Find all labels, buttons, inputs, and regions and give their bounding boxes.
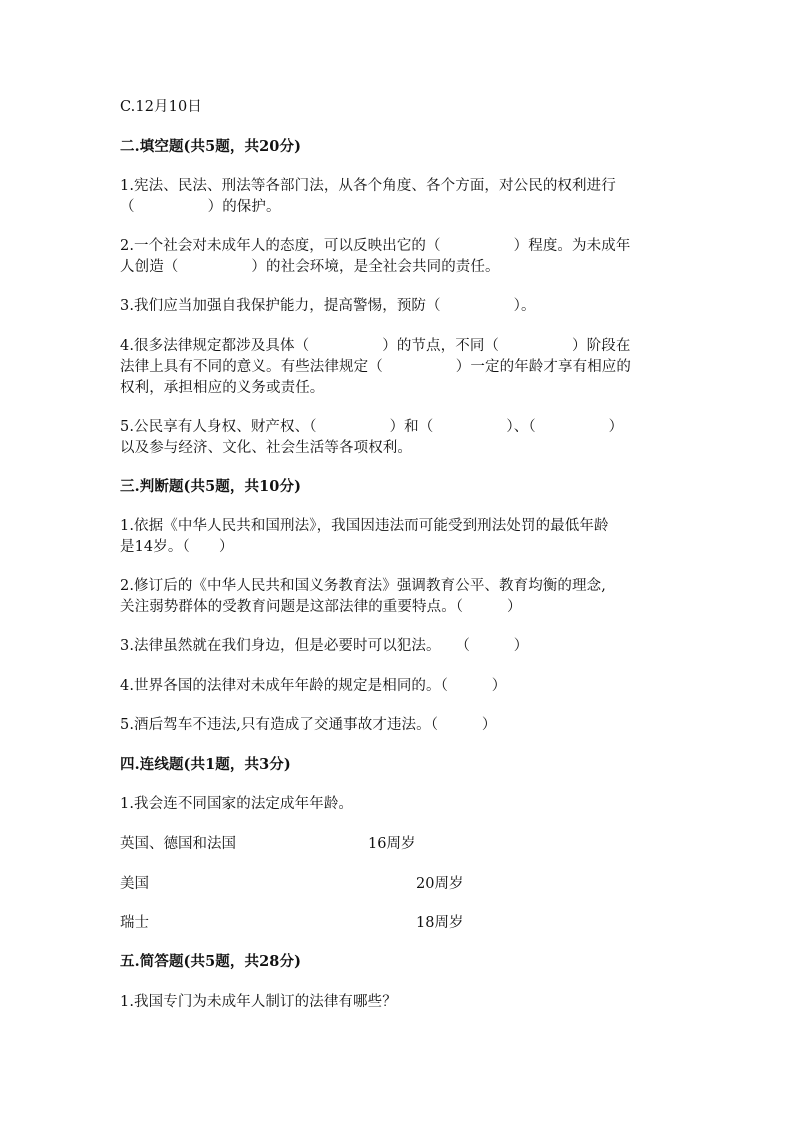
section-matching-title: 四.连线题(共1题，共3分) [120,756,291,773]
section-short-answer-title: 五.简答题(共5题，共28分) [120,953,302,970]
fill-q1-line2: （ ）的保护。 [120,199,281,215]
section-fill-blank-title: 二.填空题(共5题，共20分) [120,138,302,155]
match-left-item: 英国、德国和法国 [120,836,236,852]
match-left-item: 美国 [120,876,149,892]
fill-q5-line2: 以及参与经济、文化、社会生活等各项权利。 [120,440,412,456]
fill-q2-line2: 人创造（ ）的社会环境，是全社会共同的责任。 [120,259,500,275]
fill-q5-line1: 5.公民享有人身权、财产权、（ ）和（ ）、（ ） [120,419,624,435]
fill-q3-line1: 3.我们应当加强自我保护能力，提高警惕，预防（ ）。 [120,298,536,314]
previous-question-option: C.12月10日 [120,99,202,115]
match-q1: 1.我会连不同国家的法定成年年龄。 [120,796,354,812]
fill-q4-line3: 权利，承担相应的义务或责任。 [120,380,325,396]
fill-q1-line1: 1.宪法、民法、刑法等各部门法，从各个角度、各个方面，对公民的权利进行 [120,178,616,194]
match-right-item: 18周岁 [416,915,464,931]
judge-q1-line1: 1.依据《中华人民共和国刑法》，我国因违法而可能受到刑法处罚的最低年龄 [120,518,609,534]
match-right-item: 16周岁 [368,836,416,852]
judge-q1-line2: 是14岁。（ ） [120,539,234,555]
judge-q2-line1: 2.修订后的《中华人民共和国义务教育法》强调教育公平、教育均衡的理念, [120,578,606,594]
judge-q4-line1: 4.世界各国的法律对未成年年龄的规定是相同的。（ ） [120,678,507,694]
match-left-item: 瑞士 [120,915,149,931]
section-judgment-title: 三.判断题(共5题，共10分) [120,478,302,495]
fill-q4-line2: 法律上具有不同的意义。有些法律规定（ ）一定的年龄才享有相应的 [120,359,631,375]
fill-q4-line1: 4.很多法律规定都涉及具体（ ）的节点，不同（ ）阶段在 [120,338,631,354]
short-q1: 1.我国专门为未成年人制订的法律有哪些？ [120,994,397,1010]
judge-q2-line2: 关注弱势群体的受教育问题是这部法律的重要特点。（ ） [120,599,522,615]
match-right-item: 20周岁 [416,876,464,892]
judge-q3-line1: 3.法律虽然就在我们身边，但是必要时可以犯法。 （ ） [120,638,529,654]
judge-q5-line1: 5.酒后驾车不违法,只有造成了交通事故才违法。（ ） [120,717,497,733]
fill-q2-line1: 2.一个社会对未成年人的态度，可以反映出它的（ ）程度。为未成年 [120,238,631,254]
